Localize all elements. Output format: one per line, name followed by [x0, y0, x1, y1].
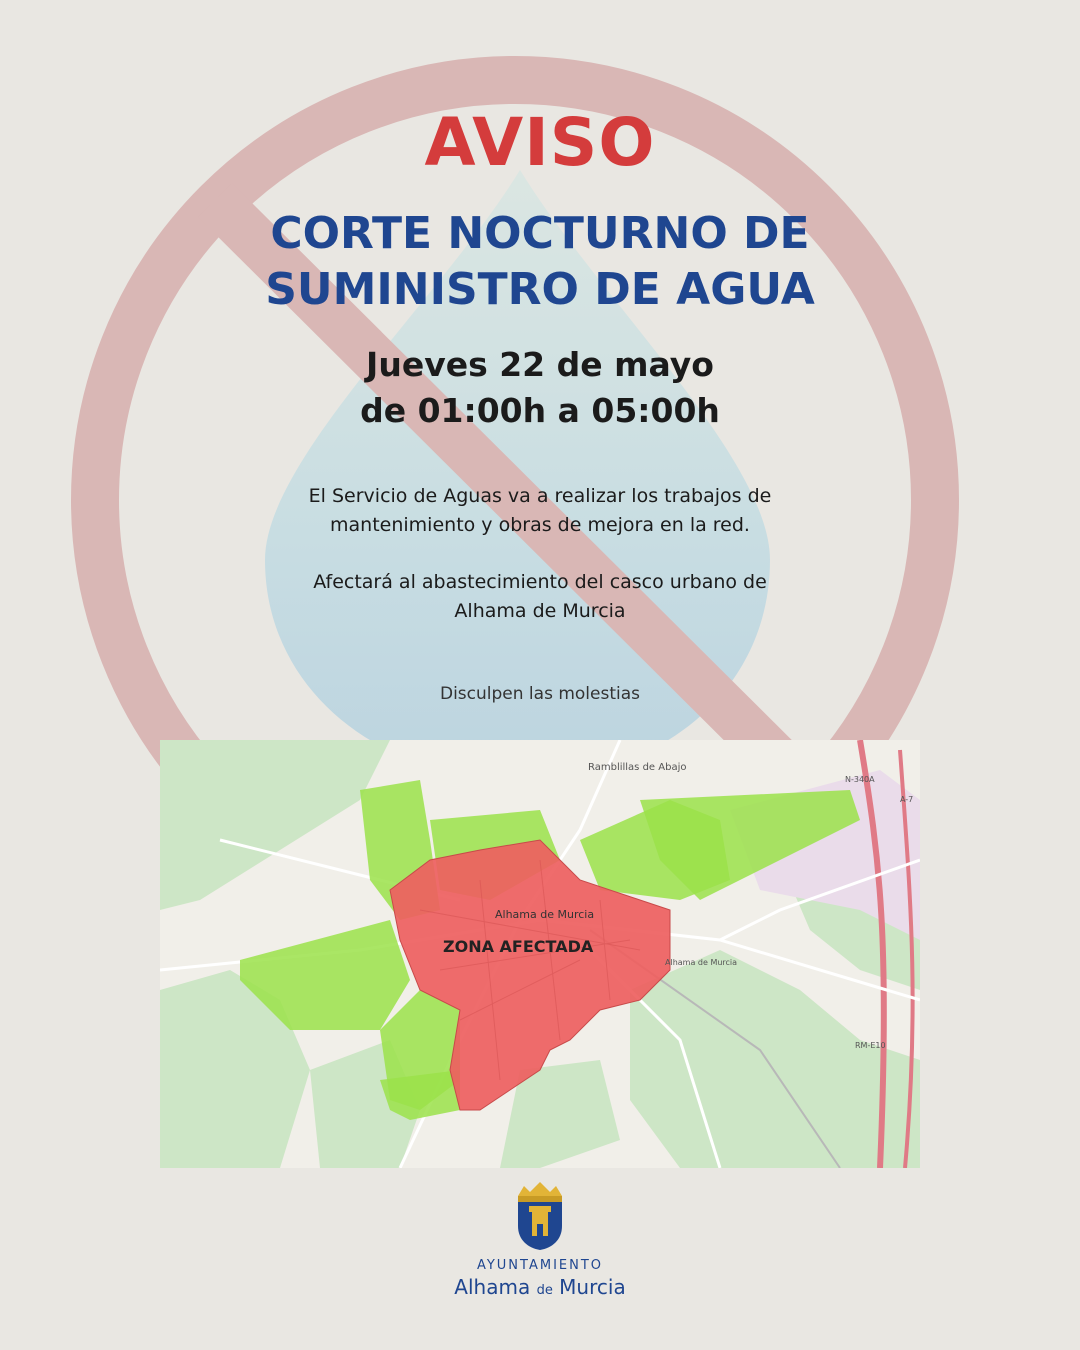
- map-graphic: [160, 740, 920, 1168]
- description-line-2: mantenimiento y obras de mejora en la red.: [330, 514, 750, 536]
- map-label-station: Alhama de Murcia: [665, 958, 738, 967]
- map-label-road3: RM-E10: [855, 1041, 886, 1050]
- map-label-ramblillas: Ramblillas de Abajo: [588, 762, 687, 773]
- description-line-4: Alhama de Murcia: [454, 600, 626, 622]
- map-town-label: Alhama de Murcia: [495, 908, 595, 921]
- description-paragraph-1: [0, 482, 1080, 540]
- subtitle-line-2: SUMINISTRO DE AGUA: [265, 264, 815, 315]
- town-hall-logo: [0, 1180, 1080, 1299]
- notice-title: AVISO: [424, 104, 656, 181]
- map-label-road1: N-340A: [845, 775, 875, 784]
- notice-subtitle: [0, 206, 1080, 318]
- schedule: [0, 342, 1080, 434]
- map-label-road2: A-7: [900, 795, 914, 804]
- schedule-date: Jueves 22 de mayo: [366, 345, 714, 384]
- coat-of-arms-icon: [512, 1180, 568, 1252]
- subtitle-line-1: CORTE NOCTURNO DE: [270, 208, 810, 259]
- logo-name-part2: de: [536, 1283, 553, 1298]
- description-paragraph-2: [0, 568, 1080, 626]
- logo-top-text: AYUNTAMIENTO: [476, 1258, 604, 1273]
- description-line-3: Afectará al abastecimiento del casco urbano de: [313, 571, 767, 593]
- map-zone-label: ZONA AFECTADA: [443, 937, 594, 956]
- logo-name: [0, 1275, 1080, 1299]
- affected-area-map: [160, 740, 920, 1168]
- schedule-time: de 01:00h a 05:00h: [360, 391, 720, 430]
- apology-text: Disculpen las molestias: [439, 684, 640, 704]
- description-line-1: El Servicio de Aguas va a realizar los trabajos de: [308, 485, 772, 507]
- logo-name-part3: Murcia: [552, 1275, 626, 1299]
- logo-name-part1: Alhama: [454, 1275, 537, 1299]
